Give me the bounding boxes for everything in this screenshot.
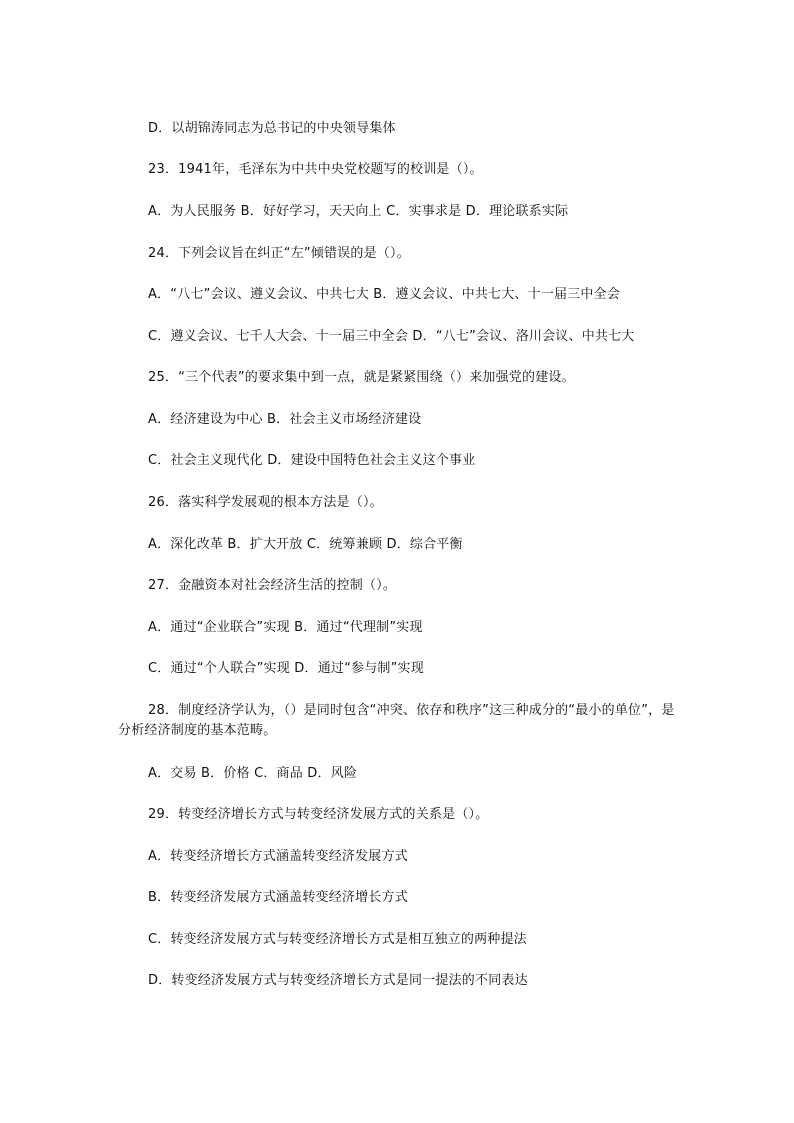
question-28: 28．制度经济学认为，（）是同时包含“冲突、依存和秩序”这三种成分的“最小的单位”，是分析经济制度的基本范畴。 [118,703,675,738]
option-line: D．以胡锦涛同志为总书记的中央领导集体 [148,121,396,136]
question-25: 25．“三个代表”的要求集中到一点，就是紧紧围绕（）来加强党的建设。 [148,370,575,385]
options-27-ab: A．通过“企业联合”实现 B．通过“代理制”实现 [148,620,423,635]
options-24-ab: A．“八七”会议、遵义会议、中共七大 B．遵义会议、中共七大、十一届三中全会 [148,287,621,302]
question-27: 27．金融资本对社会经济生活的控制（）。 [148,578,397,593]
option-29-c: C．转变经济发展方式与转变经济增长方式是相互独立的两种提法 [148,932,527,947]
option-29-a: A．转变经济增长方式涵盖转变经济发展方式 [148,849,408,864]
options-24-cd: C．遵义会议、七千人大会、十一届三中全会 D．“八七”会议、洛川会议、中共七大 [148,329,635,344]
options-23: A．为人民服务 B．好好学习，天天向上 C．实事求是 D．理论联系实际 [148,204,569,219]
options-25-ab: A．经济建设为中心 B．社会主义市场经济建设 [148,412,422,427]
options-26: A．深化改革 B．扩大开放 C．统筹兼顾 D．综合平衡 [148,537,463,552]
option-29-d: D．转变经济发展方式与转变经济增长方式是同一提法的不同表达 [148,973,528,988]
question-26: 26．落实科学发展观的根本方法是（）。 [148,495,383,510]
options-28: A．交易 B．价格 C．商品 D．风险 [148,766,358,781]
option-29-b: B．转变经济发展方式涵盖转变经济增长方式 [148,890,408,905]
options-27-cd: C．通过“个人联合”实现 D．通过“参与制”实现 [148,661,424,676]
question-24: 24．下列会议旨在纠正“左”倾错误的是（）。 [148,246,410,261]
options-25-cd: C．社会主义现代化 D．建设中国特色社会主义这个事业 [148,453,476,468]
question-29: 29．转变经济增长方式与转变经济发展方式的关系是（）。 [148,807,489,822]
question-23: 23．1941年，毛泽东为中共中央党校题写的校训是（）。 [148,162,483,177]
